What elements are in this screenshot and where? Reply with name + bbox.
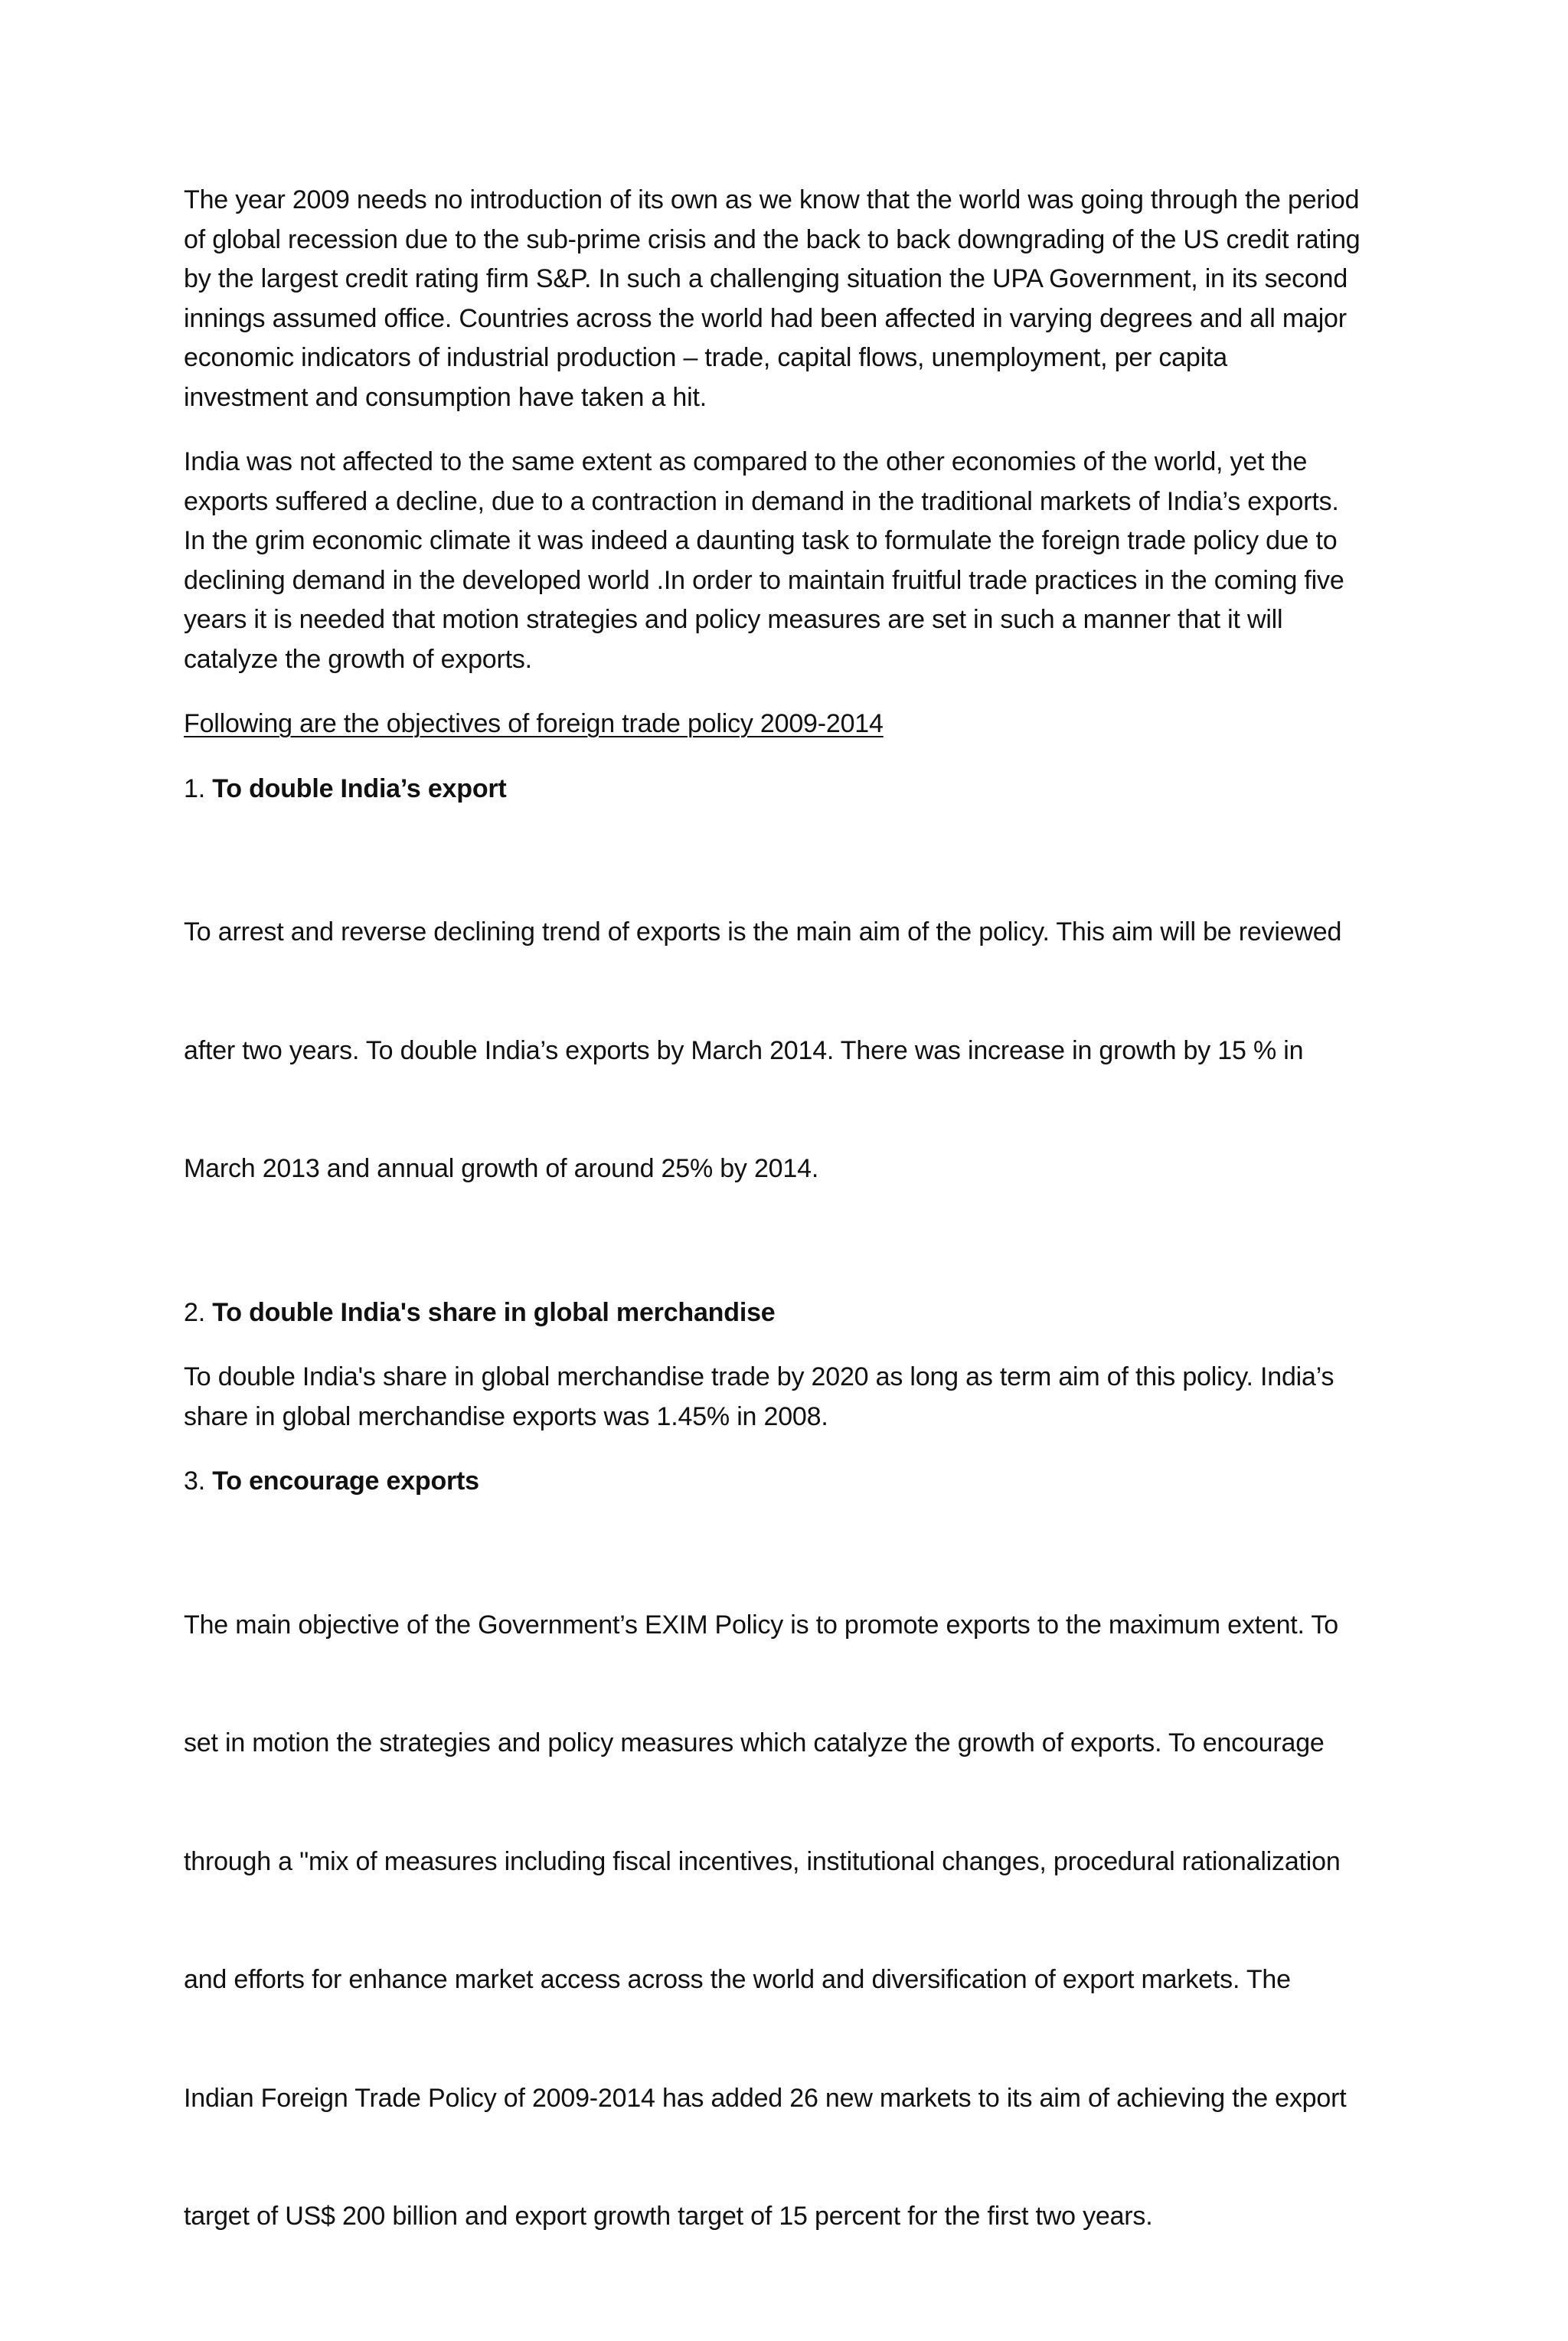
paragraph-line: after two years. To double India’s exports by March 2014. There was increase in growth by 15 % in <box>184 1035 1304 1065</box>
objective-3-body <box>184 1527 1393 2316</box>
objective-title: To encourage exports <box>212 1466 479 1496</box>
paragraph-line: exports suffered a decline, due to a contraction in demand in the traditional markets of India’s exports. <box>184 486 1339 516</box>
intro-paragraph <box>184 181 1393 417</box>
paragraph-line: economic indicators of industrial production – trade, capital flows, unemployment, per capita <box>184 343 1227 372</box>
paragraph-line: by the largest credit rating firm S&P. In such a challenging situation the UPA Government, in its second <box>184 264 1348 293</box>
paragraph-line: of global recession due to the sub-prime crisis and the back to back downgrading of the US credit rating <box>184 224 1361 254</box>
objective-2-heading <box>184 1293 1393 1333</box>
paragraph-line: through a "mix of measures including fiscal incentives, institutional changes, procedural rationalization <box>184 1846 1341 1876</box>
paragraph-line: Indian Foreign Trade Policy of 2009-2014 has added 26 new markets to its aim of achieving the export <box>184 2083 1347 2113</box>
paragraph-line: years it is needed that motion strategies and policy measures are set in such a manner that it will <box>184 605 1283 634</box>
paragraph-line: share in global merchandise exports was 1.45% in 2008. <box>184 1401 828 1431</box>
paragraph-line: March 2013 and annual growth of around 25% by 2014. <box>184 1154 819 1183</box>
objective-1-body <box>184 834 1393 1268</box>
second-paragraph <box>184 443 1393 679</box>
objective-number: 2. <box>184 1297 205 1327</box>
paragraph-line: and efforts for enhance market access across the world and diversification of export markets. The <box>184 1965 1291 1994</box>
paragraph-line: The year 2009 needs no introduction of its own as we know that the world was going through the period <box>184 185 1360 214</box>
paragraph-line: In the grim economic climate it was indeed a daunting task to formulate the foreign trade policy due to <box>184 526 1338 555</box>
paragraph-line: The main objective of the Government’s EXIM Policy is to promote exports to the maximum extent. To <box>184 1610 1338 1640</box>
objective-2-body <box>184 1358 1393 1437</box>
objectives-heading: Following are the objectives of foreign trade policy 2009-2014 <box>184 709 884 738</box>
objective-number: 3. <box>184 1466 205 1496</box>
paragraph-line: declining demand in the developed world .In order to maintain fruitful trade practices in the coming five <box>184 565 1344 595</box>
paragraph-line: To double India's share in global merchandise trade by 2020 as long as term aim of this policy. India’s <box>184 1362 1334 1391</box>
objective-3-heading <box>184 1462 1393 1502</box>
objective-title: To double India’s export <box>212 773 507 803</box>
paragraph-line: innings assumed office. Countries across the world had been affected in varying degrees and all major <box>184 303 1347 333</box>
objective-title: To double India's share in global merchandise <box>212 1297 776 1327</box>
paragraph-line: To arrest and reverse declining trend of exports is the main aim of the policy. This aim will be reviewed <box>184 917 1342 947</box>
paragraph-line: India was not affected to the same extent as compared to the other economies of the world, yet the <box>184 447 1308 476</box>
paragraph-line: catalyze the growth of exports. <box>184 644 532 674</box>
paragraph-line: set in motion the strategies and policy measures which catalyze the growth of exports. To encourage <box>184 1728 1325 1757</box>
paragraph-line: target of US$ 200 billion and export growth target of 15 percent for the first two years. <box>184 2202 1153 2231</box>
objective-1-heading <box>184 770 1393 809</box>
document-body <box>184 181 1393 2341</box>
objectives-heading-paragraph <box>184 705 1393 744</box>
paragraph-line: investment and consumption have taken a hit. <box>184 382 707 412</box>
objective-number: 1. <box>184 773 205 803</box>
